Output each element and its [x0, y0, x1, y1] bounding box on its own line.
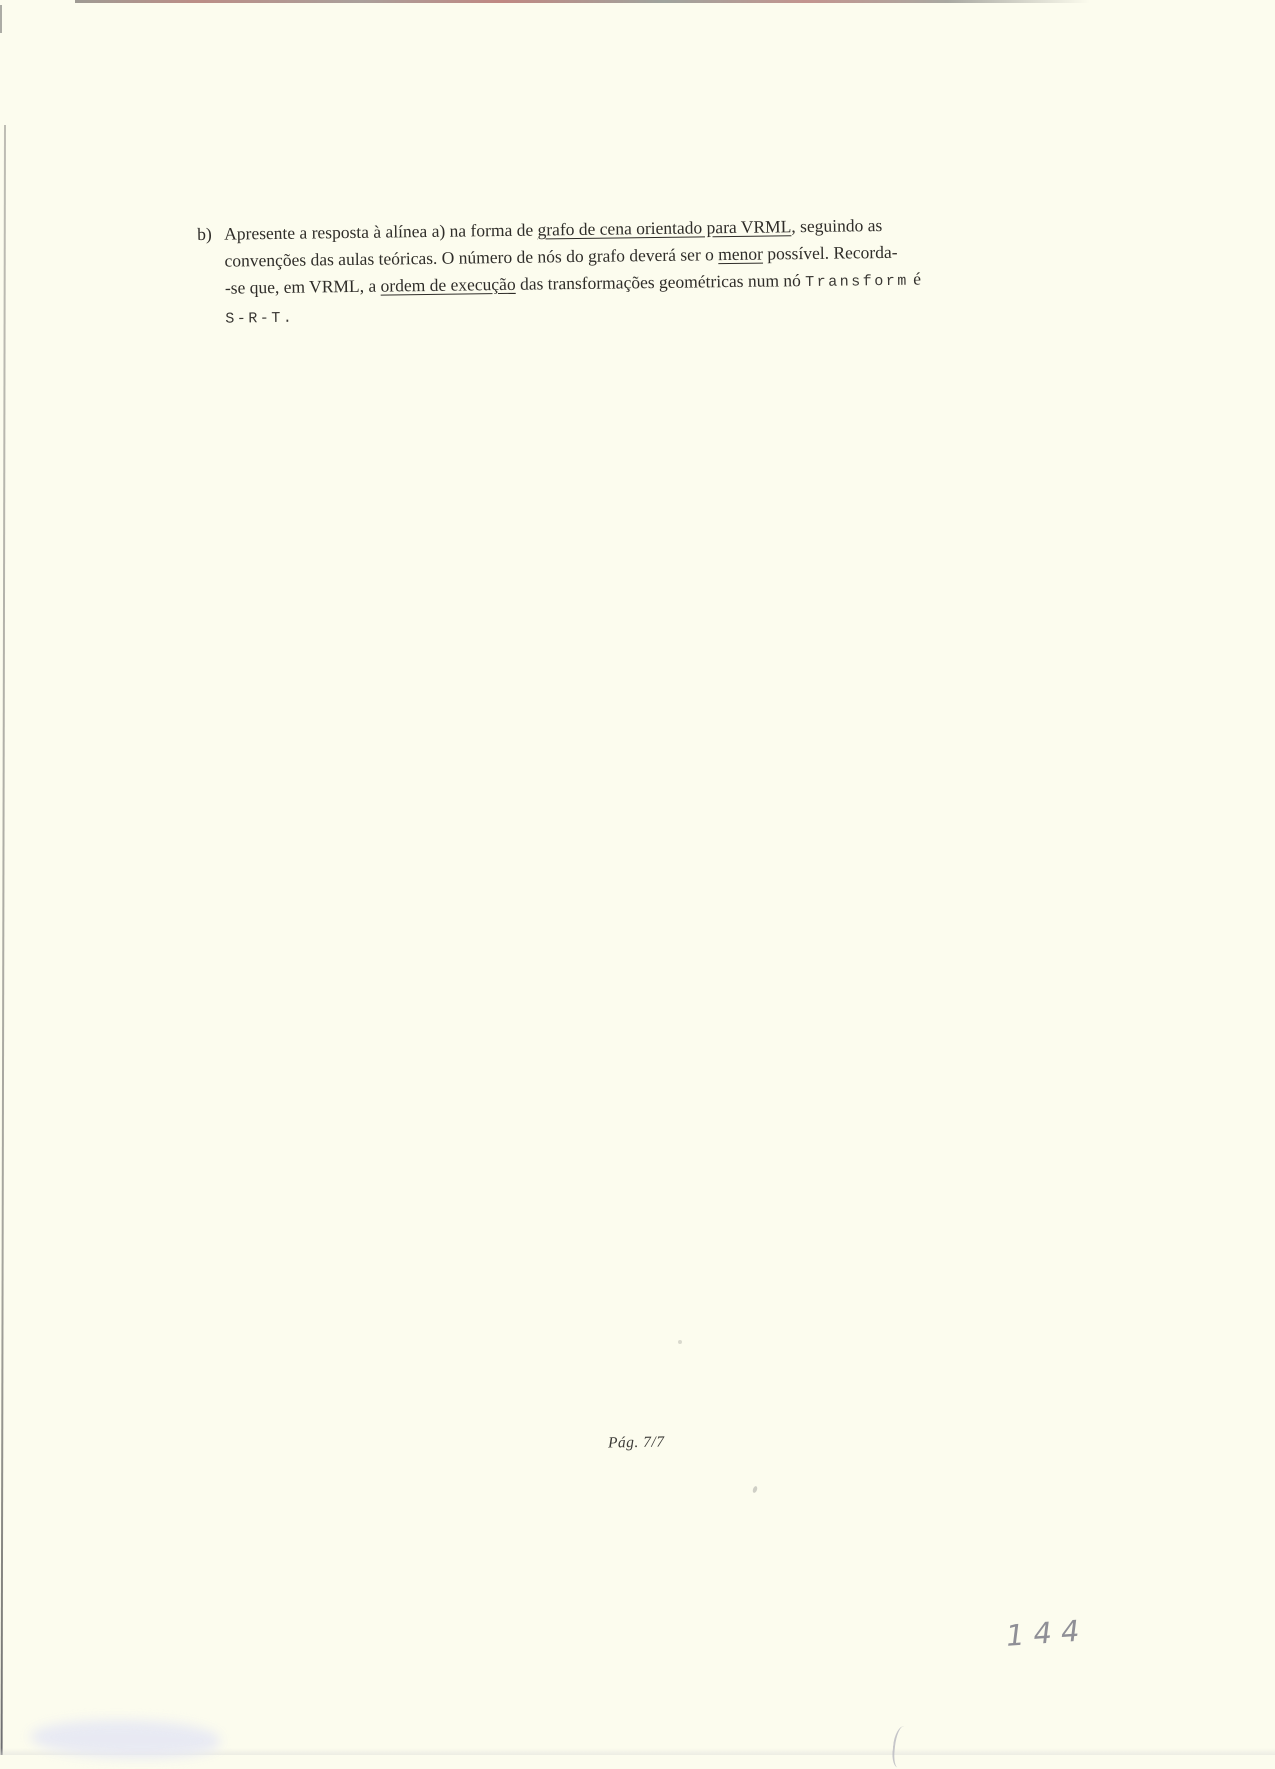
- text-segment: Apresente a resposta à alínea a) na forma de: [224, 219, 538, 244]
- question-label: b): [197, 223, 212, 244]
- handwritten-number: 144: [1004, 1613, 1090, 1653]
- underlined-text-segment: menor: [718, 243, 764, 265]
- text-segment: das transformações geométricas num nó: [515, 270, 806, 294]
- pencil-stray-mark: [891, 1725, 913, 1769]
- text-segment: , seguindo as: [791, 215, 883, 237]
- scan-edge-top: [75, 0, 1090, 3]
- text-segment: -se que, em VRML, a: [224, 275, 381, 298]
- scan-edge-top-left-sliver: [0, 5, 2, 33]
- text-segment: é: [908, 268, 922, 289]
- code-text-segment: Transform: [805, 272, 909, 292]
- scan-speck: [752, 1486, 758, 1494]
- page-number: Pág. 7/7: [607, 1433, 665, 1452]
- underlined-text-segment: grafo de cena orientado para VRML: [537, 216, 792, 240]
- text-segment: possível. Recorda-: [762, 241, 898, 264]
- underlined-text-segment: ordem de execução: [380, 273, 516, 296]
- code-text-segment: S-R-T.: [225, 309, 295, 328]
- question-b: [197, 211, 988, 333]
- question-text: [224, 211, 988, 333]
- scan-speck: [678, 1340, 682, 1344]
- text-segment: convenções das aulas teóricas. O número de nós do grafo deverá ser o: [224, 244, 719, 271]
- scan-edge-left: [1, 125, 6, 1755]
